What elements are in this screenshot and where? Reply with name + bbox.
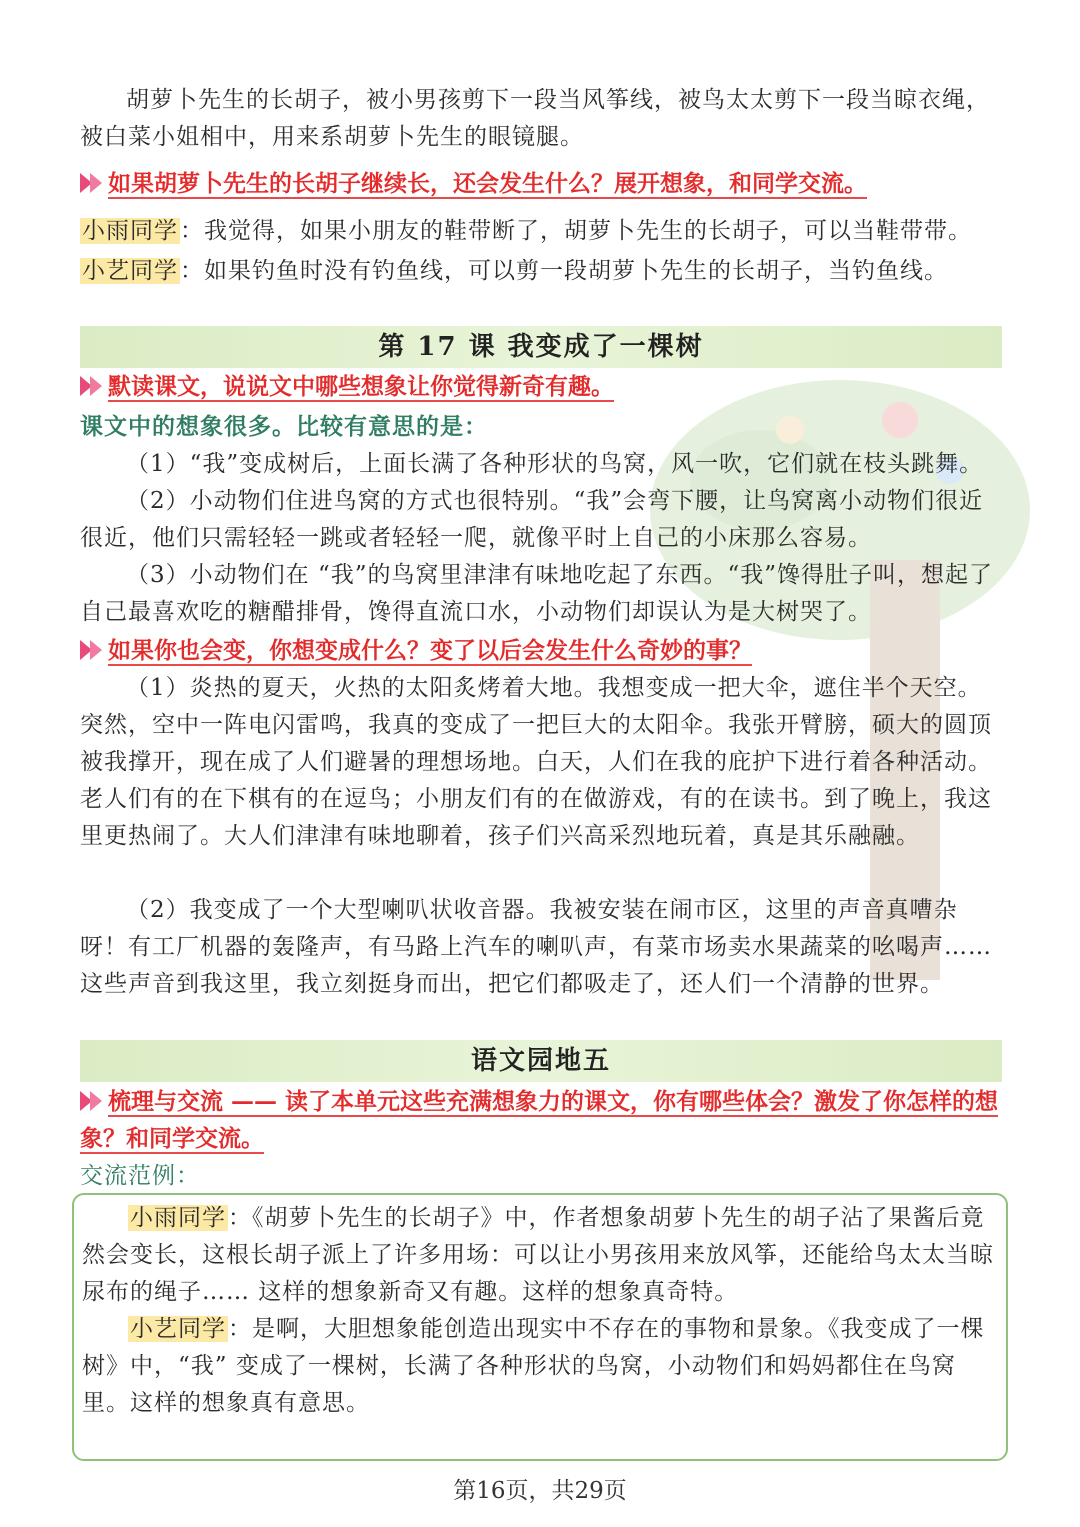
question-2	[80, 368, 1010, 405]
list-item: （2）我变成了一个大型喇叭状收音器。我被安装在闹市区，这里的声音真嘈杂呀！有工厂机器的轰隆声，有马路上汽车的喇叭声，有菜市场卖水果蔬菜的吆喝声……这些声音到我这里，我立刻挺身而出，把它们都吸走了，还人们一个清静的世界。	[80, 897, 992, 997]
list-item: （3）小动物们在 “我”的鸟窝里津津有味地吃起了东西。“我”馋得肚子叫，想起了自己最喜欢吃的糖醋排骨，馋得直流口水，小动物们却误认为是大树哭了。	[80, 562, 993, 625]
student-name: 小艺同学	[130, 1316, 226, 1342]
question-3-text: 如果你也会变，你想变成什么？变了以后会发生什么奇妙的事？	[108, 637, 752, 664]
student-name: 小艺同学	[82, 258, 178, 284]
answer-text: 如果钓鱼时没有钓鱼线，可以剪一段胡萝卜先生的长胡子，当钓鱼线。	[204, 258, 948, 284]
intro-paragraph: 胡萝卜先生的长胡子，被小男孩剪下一段当风筝线，被鸟太太剪下一段当晾衣绳，被白菜小姐相中，用来系胡萝卜先生的眼镜腿。	[80, 87, 990, 150]
answer-row	[80, 251, 1010, 291]
garden-5-lead: 交流范例：	[80, 1163, 200, 1189]
garden-5-title: 语文园地五	[80, 1040, 1002, 1082]
separator: ：	[180, 258, 204, 284]
question-1	[80, 165, 1010, 202]
separator: ：	[180, 218, 204, 244]
separator: ：	[228, 1205, 252, 1231]
example-paragraph	[82, 1200, 1000, 1311]
arrow-icon	[80, 1090, 104, 1112]
example-paragraph	[82, 1311, 1000, 1422]
answer-row	[80, 211, 1010, 251]
separator: ：	[228, 1316, 252, 1342]
example-box	[72, 1193, 1008, 1461]
list-item: （1）“我”变成树后，上面长满了各种形状的鸟窝，风一吹，它们就在枝头跳舞。	[126, 451, 984, 477]
example-text: 是啊，大胆想象能创造出现实中不存在的事物和景象。《我变成了一棵树》中，“我” 变成了一棵树，长满了各种形状的鸟窝，小动物们和妈妈都住在鸟窝里。这样的想象真有意思。	[82, 1316, 985, 1416]
arrow-icon	[80, 375, 104, 397]
list-item: （1）炎热的夏天，火热的太阳炙烤着大地。我想变成一把大伞，遮住半个天空。突然，空中一阵电闪雷鸣，我真的变成了一把巨大的太阳伞。我张开臂膀，硕大的圆顶被我撑开，现在成了人们避暑的理想场地。白天，人们在我的庇护下进行着各种活动。老人们有的在下棋有的在逗鸟；小朋友们有的在做游戏，有的在读书。到了晚上，我这里更热闹了。大人们津津有味地聊着，孩子们兴高采烈地玩着，真是其乐融融。	[80, 675, 992, 849]
list-item: （2）小动物们住进鸟窝的方式也很特别。“我”会弯下腰，让鸟窝离小动物们很近很近，他们只需轻轻一跳或者轻轻一爬，就像平时上自己的小床那么容易。	[80, 488, 984, 551]
question-2-text: 默读课文，说说文中哪些想象让你觉得新奇有趣。	[108, 373, 614, 400]
question-3	[80, 632, 1010, 669]
page-number: 第16页，共29页	[453, 1478, 627, 1504]
answer-text: 我觉得，如果小朋友的鞋带断了，胡萝卜先生的长胡子，可以当鞋带带。	[204, 218, 972, 244]
student-name: 小雨同学	[130, 1205, 226, 1231]
lesson-17-lead: 课文中的想象很多。比较有意思的是：	[80, 413, 488, 440]
example-text: 《胡萝卜先生的长胡子》中，作者想象胡萝卜先生的胡子沾了果酱后竟然会变长，这根长胡子派上了许多用场：可以让小男孩用来放风筝，还能给鸟太太当晾尿布的绳子…… 这样的想象新奇又有趣。这样的想象真奇特。	[82, 1205, 994, 1305]
arrow-icon	[80, 639, 104, 661]
lesson-17-title: 第 17 课 我变成了一棵树	[80, 326, 1002, 368]
question-1-text: 如果胡萝卜先生的长胡子继续长，还会发生什么？展开想象，和同学交流。	[108, 170, 867, 197]
student-name: 小雨同学	[82, 218, 178, 244]
question-4-text: 梳理与交流 —— 读了本单元这些充满想象力的课文，你有哪些体会？激发了你怎样的想象？和同学交流。	[80, 1088, 999, 1152]
question-4	[80, 1083, 1010, 1157]
arrow-icon	[80, 172, 104, 194]
